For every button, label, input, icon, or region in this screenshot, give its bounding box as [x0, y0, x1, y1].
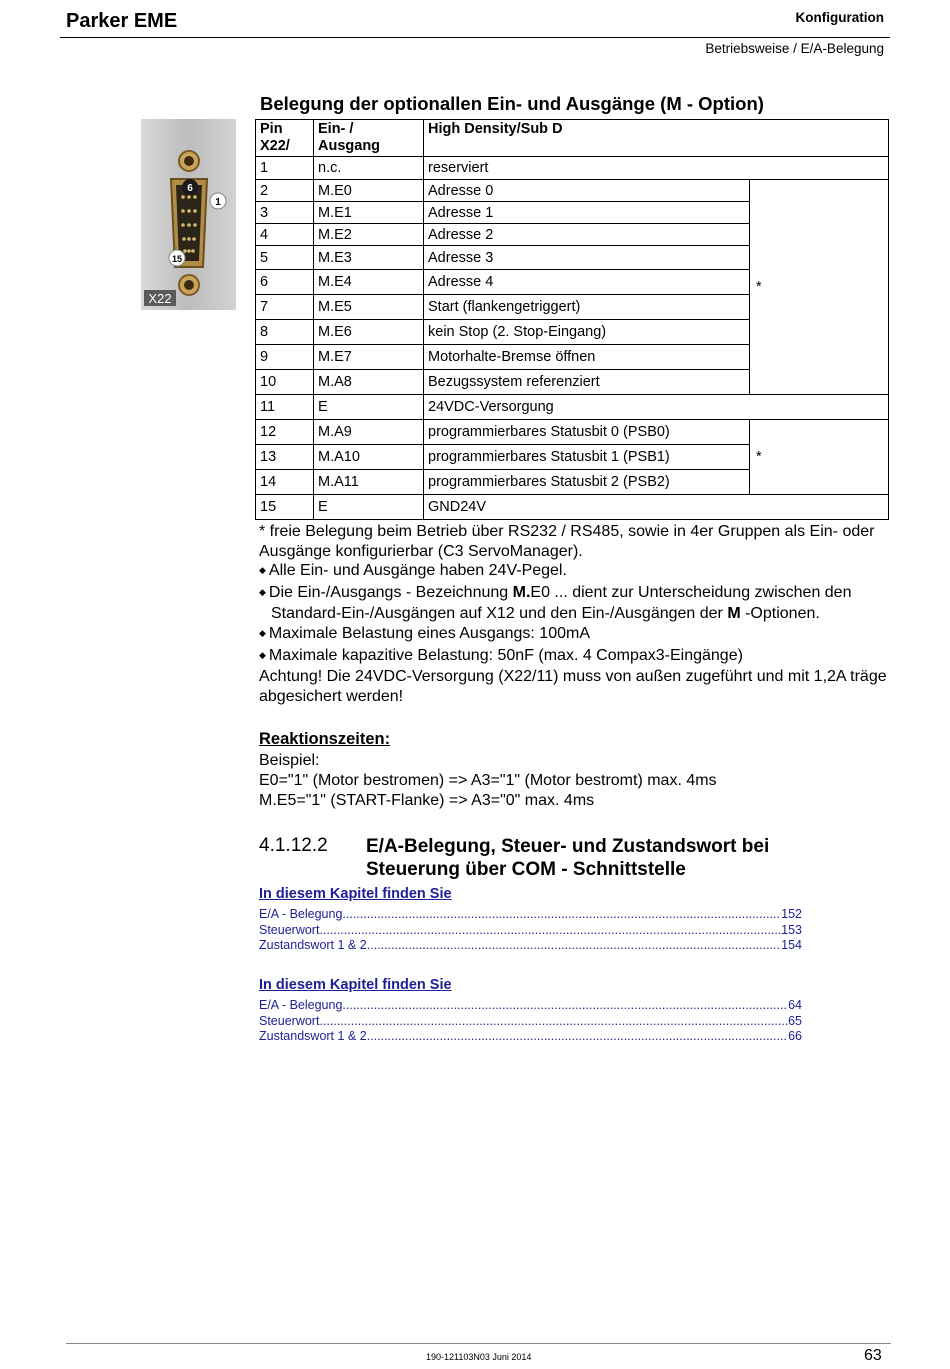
table-row: 3 M.E1 Adresse 1 [256, 202, 889, 224]
table-row: 6 M.E4 Adresse 4 [256, 270, 889, 295]
table-row: 2 M.E0 Adresse 0 * [256, 180, 889, 202]
table-row: 8 M.E6 kein Stop (2. Stop-Eingang) [256, 320, 889, 345]
diamond-bullet-icon: ◆ [259, 586, 266, 597]
pin-label-1: 1 [215, 197, 221, 208]
table-row: 15 E GND24V [256, 495, 889, 520]
footer-divider [66, 1343, 891, 1344]
list-item: ◆ Die Ein-/Ausgangs - Bezeichnung M.E0 ... dient zur Unterscheidung zwischen den Standard-Ein-/Ausgängen auf X12 und den Ein-/Ausgängen der M -Optionen. [259, 583, 852, 623]
table-row: 11 E 24VDC-Versorgung [256, 395, 889, 420]
table-header-row [256, 120, 889, 157]
toc-link[interactable]: Steuerwort ..... 65 [259, 1014, 802, 1030]
toc-link[interactable]: E/A - Belegung ..... 152 [259, 907, 802, 923]
list-item: ◆ Maximale kapazitive Belastung: 50nF (max. 4 Compax3-Eingänge) [259, 646, 743, 664]
chapter-number: 4.1.12.2 [259, 835, 328, 856]
toc-link[interactable]: Zustandswort 1 & 2 ..... 66 [259, 1029, 802, 1045]
pin-assignment-table [255, 119, 889, 520]
group-mark: * [750, 180, 889, 395]
toc-list [259, 907, 802, 954]
toc-link[interactable]: Zustandswort 1 & 2 ..... 154 [259, 938, 802, 954]
list-item: ◆ Alle Ein- und Ausgänge haben 24V-Pegel. [259, 562, 567, 580]
toc-link[interactable]: Steuerwort ..... 153 [259, 923, 802, 939]
toc-heading: In diesem Kapitel finden Sie [259, 977, 452, 993]
pin-label-15: 15 [171, 254, 183, 264]
section-title: Konfiguration [795, 10, 884, 25]
table-row: 10 M.A8 Bezugssystem referenziert [256, 370, 889, 395]
toc-link[interactable]: E/A - Belegung ..... 64 [259, 998, 802, 1014]
connector-x22-image [141, 119, 236, 310]
group-mark: * [750, 420, 889, 495]
table-row: 14 M.A11 programmierbares Statusbit 2 (PSB2) [256, 470, 889, 495]
footnote: * freie Belegung beim Betrieb über RS232 / RS485, sowie in 4er Gruppen als Ein- oder Ausgänge konfigurierbar (C3 ServoManager). [259, 523, 875, 560]
reaction-line: E0="1" (Motor bestromen) => A3="1" (Motor bestromt) max. 4ms [259, 772, 717, 789]
header-divider [60, 37, 890, 38]
diamond-bullet-icon: ◆ [259, 627, 266, 638]
subsection-title: Betriebsweise / E/A-Belegung [705, 41, 884, 56]
header-description: High Density/Sub D [424, 120, 889, 157]
reaction-line: Beispiel: [259, 752, 320, 769]
pin-label-6: 6 [187, 183, 193, 194]
diamond-bullet-icon: ◆ [259, 649, 266, 660]
table-row: 13 M.A10 programmierbares Statusbit 1 (PSB1) [256, 445, 889, 470]
chapter-title: E/A-Belegung, Steuer- und Zustandswort bei Steuerung über COM - Schnittstelle [366, 836, 770, 880]
header-io: Ein- / Ausgang [314, 120, 424, 157]
list-item: ◆ Maximale Belastung eines Ausgangs: 100mA [259, 624, 590, 642]
reaction-line: M.E5="1" (START-Flanke) => A3="0" max. 4ms [259, 792, 595, 809]
document-code: 190-121103N03 Juni 2014 [426, 1352, 532, 1362]
page-number: 63 [864, 1347, 882, 1364]
table-row: 7 M.E5 Start (flankengetriggert) [256, 295, 889, 320]
reaction-block [259, 751, 717, 811]
table-row: 4 M.E2 Adresse 2 [256, 224, 889, 246]
table-title: Belegung der optionallen Ein- und Ausgänge (M - Option) [260, 93, 764, 114]
connector-label: X22 [148, 291, 172, 306]
toc-heading: In diesem Kapitel finden Sie [259, 886, 452, 902]
table-row: 5 M.E3 Adresse 3 [256, 246, 889, 270]
table-row: 9 M.E7 Motorhalte-Bremse öffnen [256, 345, 889, 370]
warning-text: Achtung! Die 24VDC-Versorgung (X22/11) muss von außen zugeführt und mit 1,2A träge abgesichert werden! [259, 668, 887, 705]
table-row: 1 n.c. reserviert [256, 157, 889, 180]
toc-list [259, 998, 802, 1045]
header-pin: Pin X22/ [256, 120, 314, 157]
notes-block [259, 522, 894, 706]
reaction-heading: Reaktionszeiten: [259, 730, 391, 748]
diamond-bullet-icon: ◆ [259, 565, 266, 576]
table-row: 12 M.A9 programmierbares Statusbit 0 (PSB0) * [256, 420, 889, 445]
brand-name: Parker EME [66, 10, 178, 32]
